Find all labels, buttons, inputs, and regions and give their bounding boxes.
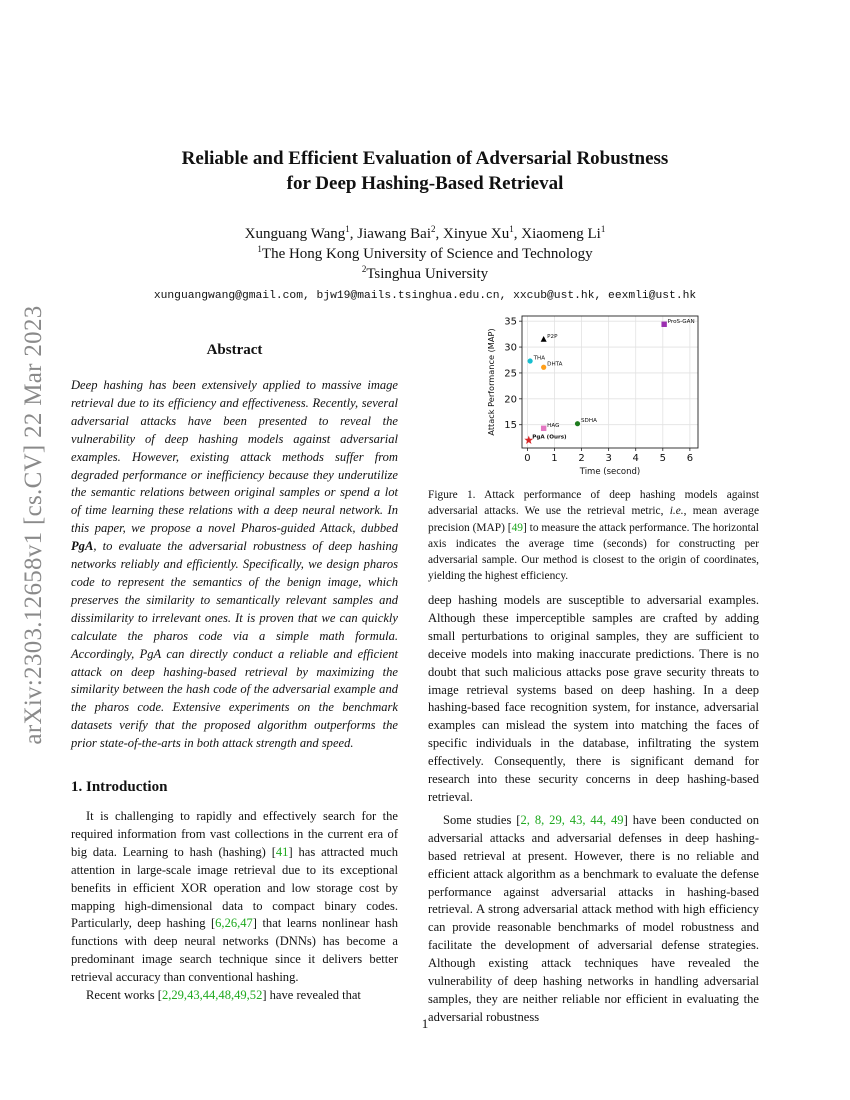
y-tick-label: 25 xyxy=(504,368,517,380)
paragraph-text: It is challenging to rapidly and effectively search for the required information from vast collections in the current era of big data. Learning to hash (hashing) [ xyxy=(71,809,398,859)
x-tick-label: 4 xyxy=(632,453,639,464)
y-axis-label: Attack Performance (MAP) xyxy=(486,328,496,436)
author-block xyxy=(0,224,850,284)
y-tick-label: 15 xyxy=(504,420,517,432)
citation-link[interactable]: 49 xyxy=(511,521,523,534)
data-point xyxy=(528,358,533,363)
figure-1-chart xyxy=(484,312,702,480)
paragraph-text: ] have revealed that xyxy=(262,988,361,1003)
caption-text: ] to measure the attack performance. The horizontal axis indicates the average time (seconds) for constructing per adversarial sample. Our method is closest to the origin of coordinates, yielding the highest efficiency. xyxy=(428,521,759,583)
arxiv-identifier xyxy=(9,290,59,760)
author-separator: , xyxy=(513,226,522,242)
x-tick-label: 5 xyxy=(659,453,666,464)
paragraph xyxy=(428,812,759,1027)
x-tick-label: 1 xyxy=(551,453,558,464)
data-point xyxy=(541,365,546,370)
paragraph: deep hashing models are susceptible to adversarial examples. Although these imperceptible samples are crafted by adding small perturbations to original samples, they are sufficient to deceive models into making inaccurate predictions. There is no doubt that such malicious attacks pose grave security threats to image retrieval systems based on deep hashing. In a deep hashing-based face recognition system, for instance, adversarial examples can mislead the system into matching the faces of specific individuals in the database, infiltrating the system effectively. Consequently, there is significant demand for research into these security concerns in deep hashing-based retrieval. xyxy=(428,593,759,804)
citation-link[interactable]: 41 xyxy=(275,844,289,859)
data-point xyxy=(541,426,546,431)
paragraph xyxy=(71,808,398,987)
affiliation-mark: 2 xyxy=(431,224,436,234)
author-list xyxy=(0,224,850,244)
paragraph xyxy=(71,987,398,1005)
abstract-text: Deep hashing has been extensively applied to massive image retrieval due to its efficiency and effectiveness. Recently, several adversarial attacks have been presented to reveal the vulnerability of deep hashing models against adversarial examples. However, existing attack methods suffer from degraded performance or inefficiency because they underutilize the semantic relations between original samples or spend a lot of time learning these relations with a deep neural network. In this paper, we propose a novel Pharos-guided Attack, dubbed xyxy=(71,378,398,536)
affiliation-mark: 1 xyxy=(345,224,350,234)
data-point xyxy=(575,421,580,426)
point-label: THA xyxy=(533,355,546,362)
abstract-text: , to evaluate the adversarial robustness of deep hashing networks reliably and efficiently. Specifically, we design pharos code to represent the semantics of the benign image, which preserves the similarity to semantically relevant samples and dissimilarity to irrelevant ones. It is proven that we can quickly calculate the pharos code via a simple math formula. Accordingly, PgA can directly conduct a reliable and efficient attack on deep hashing-based retrieval by maximizing the similarity between the hash code of the adversarial example and the pharos code. Extensive experiments on the benchmark datasets verify that the proposed algorithm outperforms the prior state-of-the-arts in both attack strength and speed. xyxy=(71,539,398,751)
paragraph-text: ] has attracted much attention in large-scale image retrieval due to its exceptional benefits in efficient XOR operation and low storage cost by mapping high-dimensional data to compact binary codes. Particularly, deep hashing [ xyxy=(71,844,399,931)
x-tick-label: 2 xyxy=(578,453,585,464)
author-name: Xiaomeng Li xyxy=(521,226,601,242)
affiliation-2 xyxy=(0,264,850,284)
paragraph-text: Some studies [ xyxy=(443,812,521,827)
affiliation-1 xyxy=(0,244,850,264)
affiliation-mark: 2 xyxy=(361,264,367,274)
affiliation-name: The Hong Kong University of Science and Technology xyxy=(261,246,593,262)
y-tick-label: 35 xyxy=(504,316,517,328)
figure-1-caption xyxy=(428,487,759,585)
point-label: SDHA xyxy=(581,418,597,425)
point-label: HAG xyxy=(547,422,560,429)
caption-text: , mean average precision (MAP) [ xyxy=(428,505,759,534)
left-column-text xyxy=(71,808,398,1005)
author-name: Xunguang Wang xyxy=(244,226,346,242)
citation-link[interactable]: 6,26,47 xyxy=(215,916,253,931)
data-point xyxy=(661,322,666,327)
caption-text: Figure 1. Attack performance of deep hashing models against adversarial attacks. We use the retrieval metric, xyxy=(428,489,759,518)
abstract-heading: Abstract xyxy=(206,342,263,358)
y-tick-label: 20 xyxy=(504,394,517,406)
citation-link[interactable]: 2,29,43,44,48,49,52 xyxy=(161,988,263,1003)
title-line-2: for Deep Hashing-Based Retrieval xyxy=(286,173,564,194)
arxiv-identifier-text: arXiv:2303.12658v1 [cs.CV] 22 Mar 2023 xyxy=(20,305,47,745)
point-label: P2P xyxy=(547,333,558,340)
abstract-body xyxy=(71,377,398,753)
paper-title xyxy=(0,146,850,196)
affiliation-mark: 1 xyxy=(257,244,262,254)
method-name: PgA xyxy=(71,539,94,554)
affiliation-mark: 1 xyxy=(600,224,606,234)
point-label: DHTA xyxy=(547,361,563,368)
page-number: 1 xyxy=(421,1016,429,1031)
author-emails: xunguangwang@gmail.com, bjw19@mails.tsinghua.edu.cn, xxcub@ust.hk, eexmli@ust.hk xyxy=(153,290,697,302)
paragraph-text: Recent works [ xyxy=(86,988,162,1003)
point-label: ProS-GAN xyxy=(667,318,695,325)
paragraph-text: ] have been conducted on adversarial attacks and adversarial defenses in deep hashing-based retrieval at present. However, there is no reliable and efficient attack algorithm as a benchmark to evaluate the defense performance against adversarial attacks in hashing-based retrieval. A strong adversarial attack method with high efficiency can provide reasonable benchmarks of model robustness and facilitate the development of adversarial defense strategies. Although existing attack techniques have revealed the vulnerability of deep hashing networks in handling adversarial samples, they are neither reliable nor efficient in evaluating the adversarial robustness xyxy=(428,812,759,1024)
citation-link[interactable]: 2, 8, 29, 43, 44, 49 xyxy=(520,812,624,827)
scatter-plot xyxy=(484,312,702,480)
affiliation-name: Tsinghua University xyxy=(366,266,489,282)
x-tick-label: 6 xyxy=(686,453,694,464)
caption-text: i.e. xyxy=(669,505,684,518)
x-axis-label: Time (second) xyxy=(579,467,641,477)
x-tick-label: 3 xyxy=(605,453,612,464)
paragraph-text: ] that learns nonlinear hash functions with deep neural networks (DNNs) has become a predominant image search technique since it delivers better retrieval accuracy than conventional hashing. xyxy=(71,916,398,985)
author-separator: , xyxy=(435,226,443,242)
author-name: Jiawang Bai xyxy=(357,226,431,242)
point-label: PgA (Ours) xyxy=(532,434,567,441)
author-separator: , xyxy=(349,226,358,242)
affiliation-mark: 1 xyxy=(509,224,514,234)
section-heading-introduction: 1. Introduction xyxy=(71,779,168,795)
x-tick-label: 0 xyxy=(524,453,531,464)
title-line-1: Reliable and Efficient Evaluation of Adversarial Robustness xyxy=(181,148,669,169)
right-column-text xyxy=(428,592,759,1027)
author-name: Xinyue Xu xyxy=(443,226,510,242)
y-tick-label: 30 xyxy=(504,342,517,354)
